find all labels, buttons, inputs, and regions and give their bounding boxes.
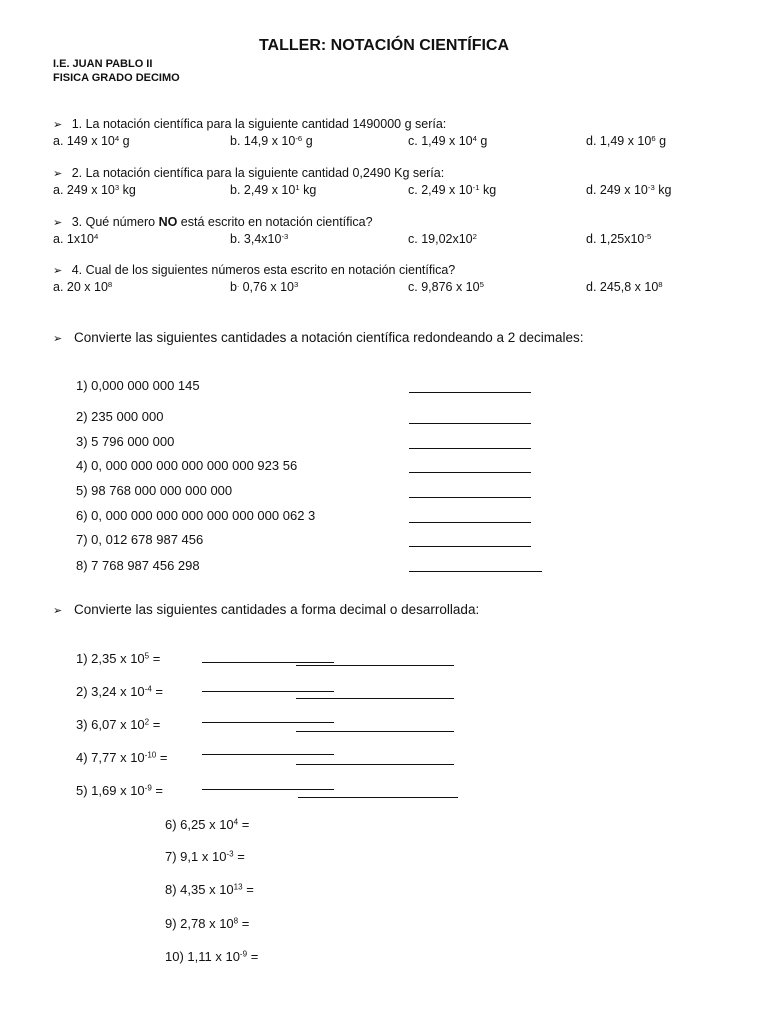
answer-blank-8[interactable] [409,571,542,572]
question-2-option-c: c. 2,49 x $10^{-1}$ kg [408,182,497,197]
question-1-option-c: c. 1,49 x $10^4$ g [408,133,488,148]
question-2-option-d: d. 249 x $10^{-3}$ kg [586,182,672,197]
question-1-stem: 1. La notación científica para la siguiente cantidad 1490000 g sería: [71,117,447,131]
conversion-item-1: 1) 0,000 000 000 145 [76,378,200,393]
question-2-option-a: a. 249 x $10^3$ kg [53,182,136,197]
decimal-blank-4b[interactable] [296,764,454,765]
decimal-blank-3b[interactable] [296,731,454,732]
question-4-option-d: d. 245,8 x $10^8$ [586,279,663,294]
decimal-blank-5a[interactable] [202,789,334,790]
question-3-option-a: a. $1x10^4$ [53,231,99,246]
question-1 [53,117,446,131]
section-2-heading: ➢ Convierte las siguientes cantidades a forma decimal o desarrollada: [53,602,480,617]
expand-item-4: 4) 7,77 x $10^{-10}$ = [76,750,168,765]
expand-item-5: 5) 1,69 x $10^{-9}$ = [76,783,164,798]
answer-blank-3[interactable] [409,448,531,449]
bullet-arrow-icon: ➢ [53,119,63,131]
conversion-item-5: 5) 98 768 000 000 000 000 [76,483,233,498]
question-1-option-d: d. 1,49 x $10^6$ g [586,133,667,148]
bullet-arrow-icon: ➢ [53,333,63,345]
question-4-stem: 4. Cual de los siguientes números esta escrito en notación científica? [71,263,456,277]
answer-blank-2[interactable] [409,423,531,424]
conversion-item-6: 6) 0, 000 000 000 000 000 000 000 062 3 [76,508,316,523]
school-name: I.E. JUAN PABLO II [53,58,153,70]
conversion-item-7: 7) 0, 012 678 987 456 [76,532,204,547]
decimal-blank-1b[interactable] [296,665,454,666]
answer-blank-6[interactable] [409,522,531,523]
decimal-blank-4a[interactable] [202,754,334,755]
decimal-blank-2b[interactable] [296,698,454,699]
expand-item-8: 8) 4,35 x $10^{13}$ = [165,882,254,897]
question-2-option-b: b. 2,49 x $10^1$ kg [230,182,317,197]
question-3 [53,215,373,229]
conversion-item-3: 3) 5 796 000 000 [76,434,175,449]
question-1-option-b: b. 14,9 x $10^{-6}$ g [230,133,313,148]
decimal-blank-1a[interactable] [202,662,334,663]
question-2-stem: 2. La notación científica para la siguiente cantidad 0,2490 Kg sería: [71,166,445,180]
bullet-arrow-icon: ➢ [53,605,63,617]
expand-item-7: 7) 9,1 x $10^{-3}$ = [165,849,245,864]
question-4-option-c: c. 9,876 x $10^5$ [408,279,484,294]
decimal-blank-2a[interactable] [202,691,334,692]
question-3-stem: 3. Qué número NO está escrito en notación científica? [71,215,373,229]
page-title: TALLER: NOTACIÓN CIENTÍFICA [258,37,510,54]
expand-item-2: 2) 3,24 x $10^{-4}$ = [76,684,164,699]
expand-item-6: 6) 6,25 x $10^4$ = [165,817,250,832]
question-4-option-b: b. 0,76 x $10^3$ [230,279,299,294]
question-1-option-a: a. 149 x $10^4$ g [53,133,130,148]
bullet-arrow-icon: ➢ [53,265,63,277]
expand-item-1: 1) 2,35 x $10^5$ = [76,651,161,666]
conversion-item-2: 2) 235 000 000 [76,409,164,424]
question-2 [53,166,444,180]
conversion-item-4: 4) 0, 000 000 000 000 000 000 923 56 [76,458,298,473]
answer-blank-1[interactable] [409,392,531,393]
course-name: FISICA GRADO DECIMO [53,72,180,84]
decimal-blank-5b[interactable] [298,797,458,798]
expand-item-9: 9) 2,78 x $10^8$ = [165,916,250,931]
bullet-arrow-icon: ➢ [53,217,63,229]
decimal-blank-3a[interactable] [202,722,334,723]
question-4-option-a: a. 20 x $10^8$ [53,279,113,294]
answer-blank-7[interactable] [409,546,531,547]
question-3-option-c: c. $19,02x10^2$ [408,231,477,246]
question-3-option-d: d. $1,25x10^{-5}$ [586,231,652,246]
expand-item-10: 10) 1,11 x $10^{-9}$ = [165,949,259,964]
answer-blank-4[interactable] [409,472,531,473]
answer-blank-5[interactable] [409,497,531,498]
question-4 [53,263,455,277]
conversion-item-8: 8) 7 768 987 456 298 [76,558,200,573]
expand-item-3: 3) 6,07 x $10^2$ = [76,717,161,732]
bullet-arrow-icon: ➢ [53,168,63,180]
section-1-heading: ➢ Convierte las siguientes cantidades a notación científica redondeando a 2 decimales: [53,330,584,345]
question-3-option-b: b. $3,4x10^{-3}$ [230,231,289,246]
